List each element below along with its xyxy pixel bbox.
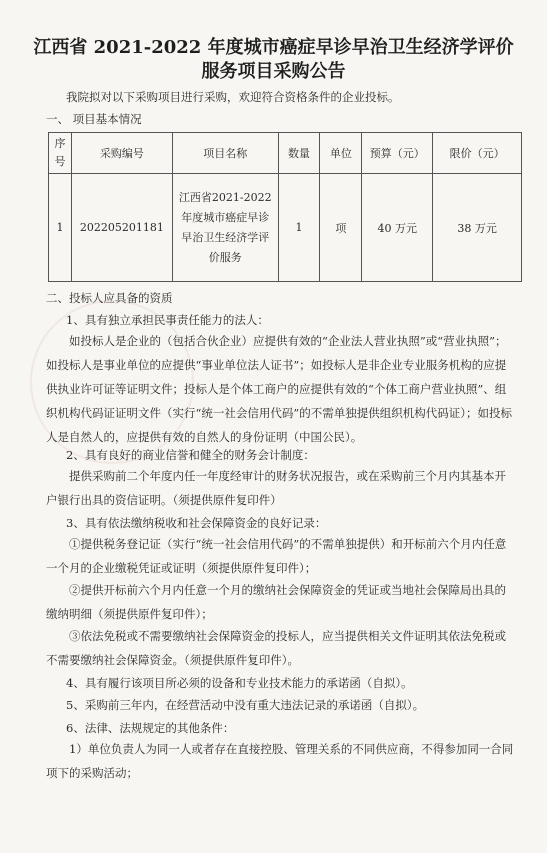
table-header-row [49,133,522,174]
header-cell: 限价（元） [433,133,522,174]
item-3: 3、具有依法缴纳税收和社会保障资金的良好记录： [66,516,327,530]
table-row [49,174,522,282]
section-2-heading: 二、投标人应具备的资质 [46,291,173,305]
paragraph-3c: ③依法免税或不需要缴纳社会保障资金的投标人，应当提供相关文件证明其依法免税或不需要缴纳社会保障资金。（须提供原件复印件）。 [46,629,506,667]
table-cell: 江西省2021-2022年度城市癌症早诊早治卫生经济学评价服务 [172,174,278,282]
item-2: 2、具有良好的商业信誉和健全的财务会计制度： [66,448,315,462]
section-1-heading: 一、 项目基本情况 [46,112,142,126]
title-line-1: 江西省 2021-2022 年度城市癌症早诊早治卫生经济学评价 [33,37,514,58]
header-cell: 采购编号 [71,133,172,174]
paragraph-2: 提供采购前二个年度内任一年度经审计的财务状况报告，或在采购前三个月内其基本开户银行出具的资信证明。（须提供原件复印件） [46,469,506,507]
table-cell: 202205201181 [71,174,172,282]
table-cell: 40 万元 [362,174,433,282]
title-line-2: 服务项目采购公告 [201,61,346,82]
table-cell: 38 万元 [433,174,522,282]
item-6: 6、法律、法规规定的其他条件： [66,721,235,735]
paragraph-3b: ②提供开标前六个月内任意一个月的缴纳社会保障资金的凭证或当地社会保障局出具的缴纳明细（须提供原件复印件）； [46,583,506,621]
table-cell: 1 [49,174,72,282]
item-4: 4、具有履行该项目所必须的设备和专业技术能力的承诺函（自拟）。 [66,676,413,690]
paragraph-1: 如投标人是企业的（包括合伙企业）应提供有效的“企业法人营业执照”或“营业执照”；如投标人是事业单位的应提供“事业单位法人证书”；如投标人是非企业专业服务机构的应提供执业许可证等证明文件；投标人是个体工商户的应提供有效的“个体工商户营业执照”、组织机构代码证证明文件（实行“统一社会信用代码”的不需单独提供组织机构代码证）；如投标人是自然人的，应提供有效的自然人的身份证明（中国公民）。 [46,334,513,444]
project-table [48,132,522,282]
table-cell: 项 [320,174,362,282]
paragraph-3a: ①提供税务登记证（实行“统一社会信用代码”的不需单独提供）和开标前六个月内任意一个月的企业缴税凭证或证明（须提供原件复印件）； [46,537,507,575]
header-cell: 项目名称 [172,133,278,174]
document-title [30,36,517,84]
header-cell: 数量 [278,133,320,174]
table-cell: 1 [278,174,320,282]
item-1: 1、具有独立承担民事责任能力的法人： [66,313,269,327]
header-cell: 预算（元） [362,133,433,174]
item-5: 5、采购前三年内，在经营活动中没有重大违法记录的承诺函（自拟）。 [66,698,425,712]
paragraph-6: 1）单位负责人为同一人或者存在直接控股、管理关系的不同供应商，不得参加同一合同项下的采购活动； [46,742,514,780]
header-cell: 序 号 [49,133,72,174]
header-cell: 单位 [320,133,362,174]
intro-text: 我院拟对以下采购项目进行采购，欢迎符合资格条件的企业投标。 [66,90,400,104]
